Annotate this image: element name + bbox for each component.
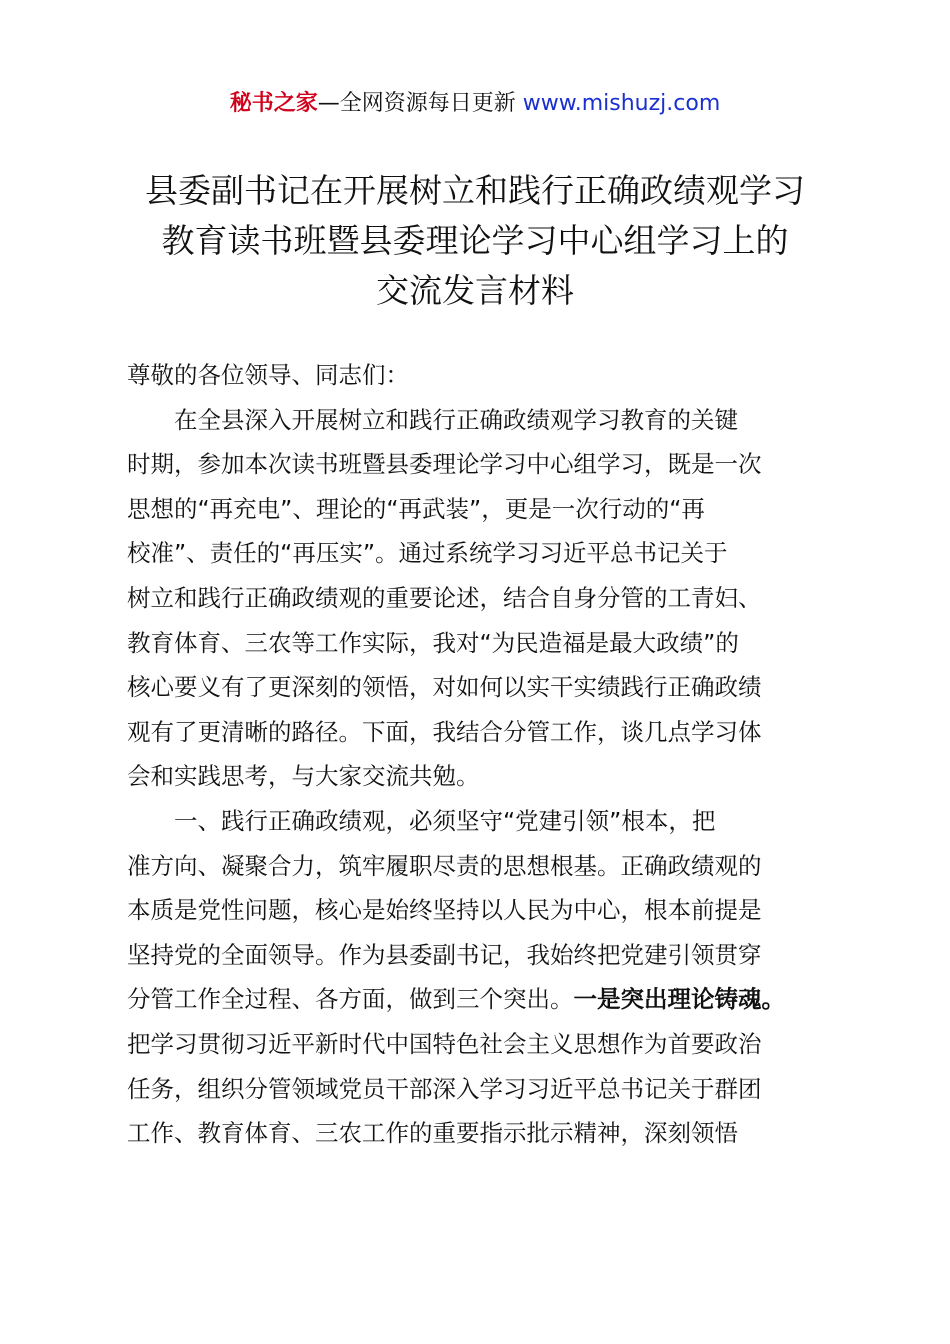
text-line: 任务，组织分管领域党员干部深入学习习近平总书记关于群团 xyxy=(127,1074,762,1103)
header-tagline: —全网资源每日更新 xyxy=(317,91,523,116)
title-line: 教育读书班暨县委理论学习中心组学习上的 xyxy=(161,221,789,260)
text-line: 本质是党性问题，核心是始终坚持以人民为中心，根本前提是 xyxy=(127,896,762,925)
title-line: 交流发言材料 xyxy=(376,271,574,310)
text-line: 教育体育、三农等工作实际，我对“为民造福是最大政绩”的 xyxy=(127,628,739,657)
bold-point-label: 一是突出理论铸魂。 xyxy=(573,985,785,1014)
document-title xyxy=(60,166,890,316)
paragraph-section-one xyxy=(127,799,835,1156)
text-segment: 分管工作全过程、各方面，做到三个突出。 xyxy=(127,985,574,1014)
text-line: 坚持党的全面领导。作为县委副书记，我始终把党建引领贯穿 xyxy=(127,940,762,969)
document-body xyxy=(127,353,835,1156)
text-line: 准方向、凝聚合力，筑牢履职尽责的思想根基。正确政绩观的 xyxy=(127,851,762,880)
section-heading-line: 一、践行正确政绩观，必须坚守“党建引领”根本，把 xyxy=(174,806,716,835)
text-line: 工作、教育体育、三农工作的重要指示批示精神，深刻领悟 xyxy=(127,1119,738,1148)
text-line: 树立和践行正确政绩观的重要论述，结合自身分管的工青妇、 xyxy=(127,583,762,612)
text-line: 思想的“再充电”、理论的“再武装”，更是一次行动的“再 xyxy=(127,494,705,523)
salutation: 尊敬的各位领导、同志们： xyxy=(127,361,409,389)
paragraph-intro xyxy=(127,398,835,799)
site-header xyxy=(0,86,950,122)
text-line: 把学习贯彻习近平新时代中国特色社会主义思想作为首要政治 xyxy=(127,1029,762,1058)
text-line xyxy=(127,977,835,1022)
text-line: 观有了更清晰的路径。下面，我结合分管工作，谈几点学习体 xyxy=(127,717,762,746)
text-line: 在全县深入开展树立和践行正确政绩观学习教育的关键 xyxy=(174,405,738,434)
text-line: 核心要义有了更深刻的领悟，对如何以实干实绩践行正确政绩 xyxy=(127,673,762,702)
text-line: 校准”、责任的“再压实”。通过系统学习习近平总书记关于 xyxy=(127,539,728,568)
text-line: 时期，参加本次读书班暨县委理论学习中心组学习，既是一次 xyxy=(127,450,762,479)
site-url-link[interactable]: www.mishuzj.com xyxy=(522,91,721,116)
text-line: 会和实践思考，与大家交流共勉。 xyxy=(127,762,480,791)
title-line: 县委副书记在开展树立和践行正确政绩观学习 xyxy=(145,171,805,210)
brand-name: 秘书之家 xyxy=(229,91,318,116)
